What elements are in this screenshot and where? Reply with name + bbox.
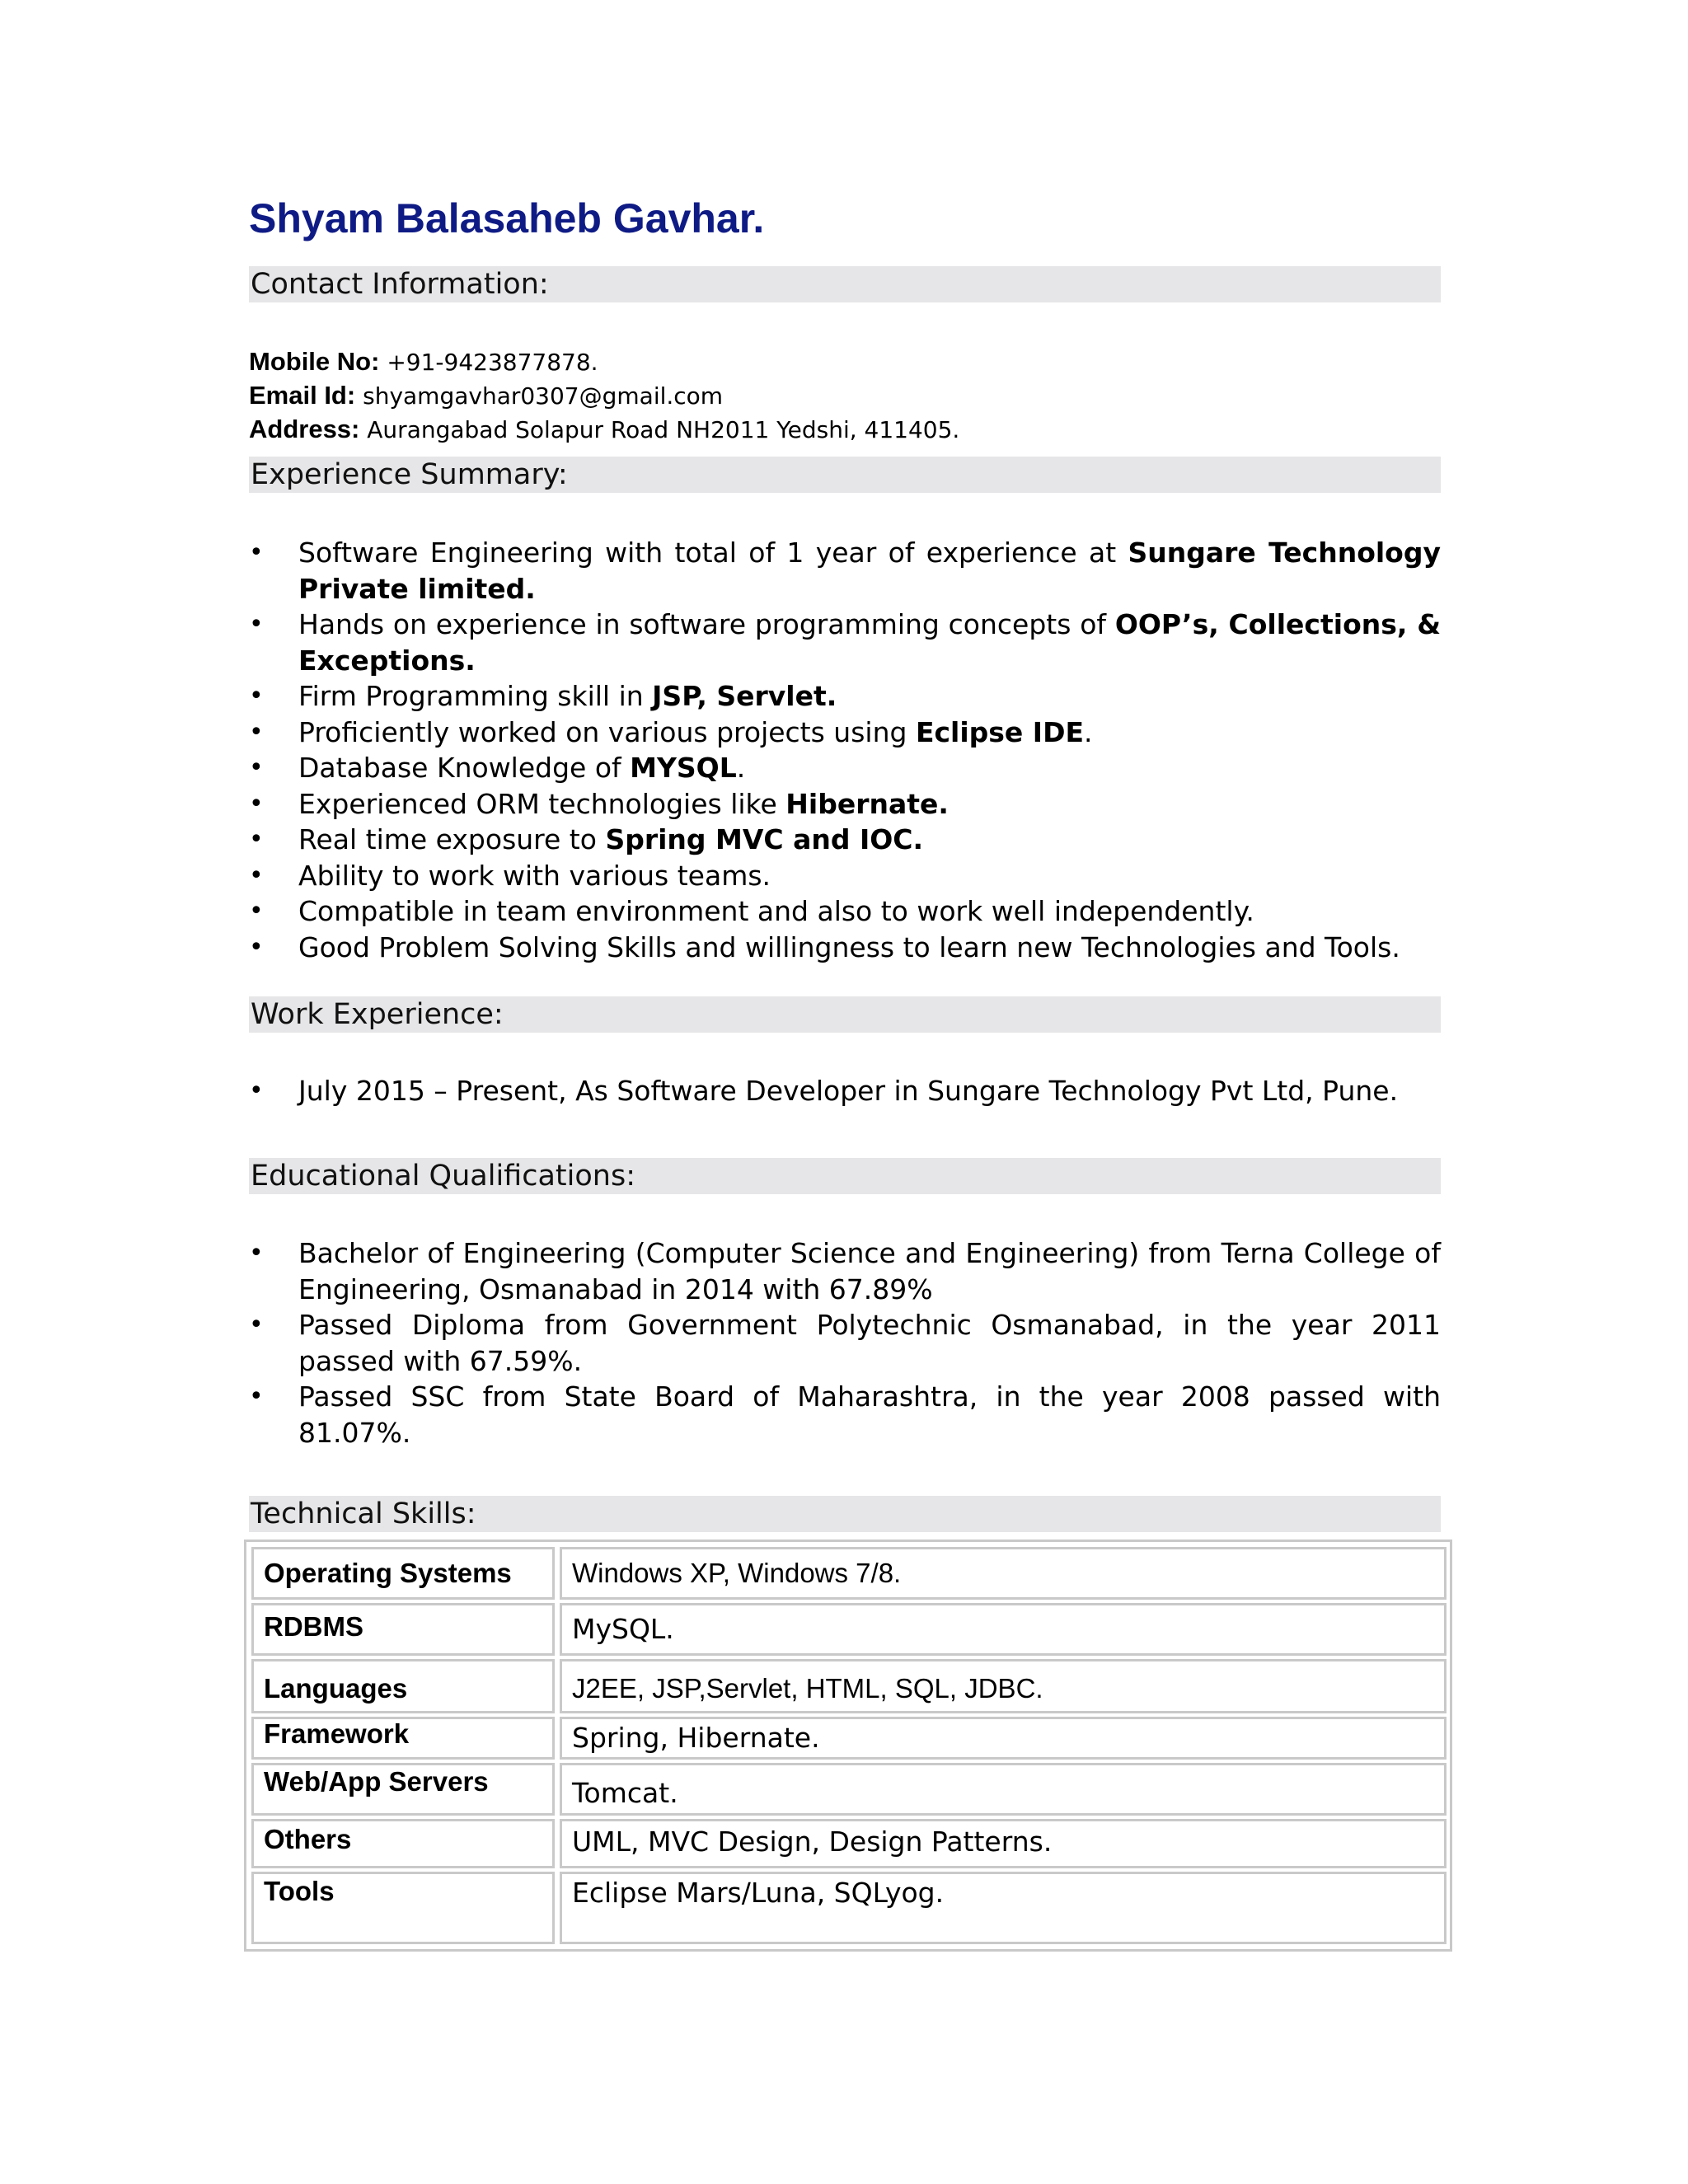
skill-value: Spring, Hibernate. [560,1717,1447,1760]
section-heading-technical-skills: Technical Skills: [249,1496,1441,1532]
list-item: • Experienced ORM technologies like Hibernate. [249,786,1441,823]
skill-value: MySQL. [560,1603,1447,1656]
skill-key: Languages [251,1659,555,1713]
contact-details [249,345,959,447]
table-row [251,1659,1447,1713]
section-heading-experience-summary: Experience Summary: [249,457,1441,493]
skill-value: UML, MVC Design, Design Patterns. [560,1819,1447,1868]
skill-key: Framework [251,1717,555,1760]
section-heading-work-experience: Work Experience: [249,996,1441,1033]
skill-value: Eclipse Mars/Luna, SQLyog. [560,1872,1447,1944]
list-item: • Firm Programming skill in JSP, Servlet. [249,678,1441,715]
skill-key: Tools [251,1872,555,1944]
list-item: • Bachelor of Engineering (Computer Science and Engineering) from Terna College of Engineering, Osmanabad in 2014 with 67.89% [249,1235,1441,1307]
work-experience-list [249,1073,1441,1109]
contact-address [249,413,959,447]
list-item: • Good Problem Solving Skills and willingness to learn new Technologies and Tools. [249,930,1441,966]
table-row [251,1603,1447,1656]
list-item: • Real time exposure to Spring MVC and IOC. [249,822,1441,858]
candidate-name: Shyam Balasaheb Gavhar. [249,195,765,241]
table-row [251,1547,1447,1600]
table-row [251,1717,1447,1760]
list-item: • Passed SSC from State Board of Maharashtra, in the year 2008 passed with 81.07%. [249,1379,1441,1451]
list-item: • Proficiently worked on various projects using Eclipse IDE. [249,715,1441,751]
list-item: • Compatible in team environment and also to work well independently. [249,893,1441,930]
list-item: • Software Engineering with total of 1 year of experience at Sungare Technology Private limited. [249,535,1441,607]
skill-key: RDBMS [251,1603,555,1656]
education-list [249,1235,1441,1451]
section-heading-contact: Contact Information: [249,266,1441,302]
skill-key: Others [251,1819,555,1868]
skill-key: Operating Systems [251,1547,555,1600]
table-row [251,1819,1447,1868]
list-item: • Hands on experience in software programming concepts of OOP’s, Collections, & Exceptions. [249,607,1441,678]
skill-key: Web/App Servers [251,1763,555,1816]
contact-email [249,379,959,413]
skills-table [244,1540,1452,1952]
skill-value: Tomcat. [560,1763,1447,1816]
table-row [251,1763,1447,1816]
list-item: • Passed Diploma from Government Polytechnic Osmanabad, in the year 2011 passed with 67.59%. [249,1307,1441,1379]
contact-mobile [249,345,959,379]
list-item: • July 2015 – Present, As Software Developer in Sungare Technology Pvt Ltd, Pune. [249,1073,1441,1109]
section-heading-education: Educational Qualifications: [249,1158,1441,1194]
skill-value: J2EE, JSP,Servlet, HTML, SQL, JDBC. [560,1659,1447,1713]
mobile-label: Mobile No: [249,347,380,376]
skill-value: Windows XP, Windows 7/8. [560,1547,1447,1600]
email-value: shyamgavhar0307@gmail.com [355,382,724,410]
address-label: Address: [249,415,360,443]
email-label: Email Id: [249,381,356,410]
experience-summary-list [249,535,1441,965]
mobile-value: +91-9423877878. [379,349,598,376]
list-item: • Ability to work with various teams. [249,858,1441,894]
list-item: • Database Knowledge of MYSQL. [249,750,1441,786]
address-value: Aurangabad Solapur Road NH2011 Yedshi, 411405. [359,416,960,443]
table-row [251,1872,1447,1944]
